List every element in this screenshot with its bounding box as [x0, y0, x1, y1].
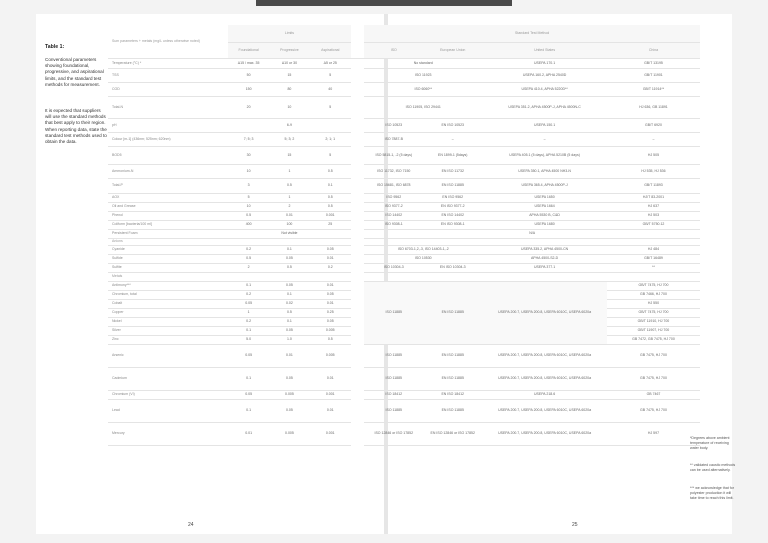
table-row — [108, 211, 700, 220]
limit-aspirational — [310, 272, 351, 281]
limit-aspirational: 0.001 — [310, 390, 351, 399]
method-iso: ISO 18412 — [364, 390, 423, 399]
limit-progressive: 0.5 — [269, 308, 310, 317]
method-china: HJ 597 — [607, 422, 700, 445]
method-iso: ISO 11732, ISO 7150 — [364, 164, 423, 178]
method-china: GB/T 11914** — [607, 82, 700, 96]
method-us: USEPA 1650 — [482, 193, 607, 202]
limit-aspirational: 0.001 — [310, 211, 351, 220]
limit-progressive — [269, 272, 310, 281]
limit-aspirational: 0.5 — [310, 164, 351, 178]
method-eu — [423, 238, 482, 245]
method-eu: EN ISO 9377-2 — [423, 202, 482, 211]
limit-progressive — [269, 238, 310, 245]
col-foundational: Foundational — [228, 42, 269, 58]
footnote-temperature: *Degrees above ambient temperature of receiving water body. — [690, 436, 730, 450]
limit-aspirational: 0.005 — [310, 344, 351, 367]
limit-aspirational: 0.01 — [310, 281, 351, 290]
method-eu: EN ISO 11732 — [423, 164, 482, 178]
method-china: HJ 505 — [607, 146, 700, 164]
limit-foundational: 2 — [228, 263, 269, 272]
method-us: USEPA 1664 — [482, 202, 607, 211]
param-name: Colour [m-1] (436nm; 525nm; 620nm) — [108, 132, 228, 146]
method-china: HJ 550 — [607, 299, 700, 308]
param-name: Oil and Grease — [108, 202, 228, 211]
table-row — [108, 367, 700, 390]
limit-foundational: 400 — [228, 220, 269, 229]
table-row — [108, 422, 700, 445]
limit-aspirational: 0.01 — [310, 254, 351, 263]
footnote-caustic-methods: ** validated caustic methods can be used alternatively. — [690, 463, 736, 472]
method-us — [482, 238, 607, 245]
table-row — [108, 132, 700, 146]
page-number-right: 25 — [572, 522, 578, 528]
col-us: United States — [482, 42, 607, 58]
method-china: HJ 535, HJ 536 — [607, 164, 700, 178]
method-china: GB 7475, HJ 700 — [607, 344, 700, 367]
limit-foundational — [228, 272, 269, 281]
methods-group-header: Standard Test Method — [364, 25, 700, 42]
param-name: Cyanide — [108, 245, 228, 254]
method-china: HJ 636, GB 11891 — [607, 96, 700, 118]
limit-foundational: 10 — [228, 164, 269, 178]
param-name: Cadmium — [108, 367, 228, 390]
method-china: GB/T 7475, HJ 700 — [607, 308, 700, 317]
table-row — [108, 202, 700, 211]
method-eu: EN ISO 11885 — [423, 399, 482, 422]
param-name: Sulfite — [108, 263, 228, 272]
method-us: USEPA 150.1 — [482, 118, 607, 132]
method-eu: EN ISO 11885 — [423, 344, 482, 367]
limit-aspirational: 5 — [310, 96, 351, 118]
method-iso: ISO 9308-1 — [364, 220, 423, 229]
method-china: ** — [607, 263, 700, 272]
limit-value-merged: Not visible — [228, 229, 350, 238]
table-row — [108, 238, 700, 245]
limit-aspirational: 40 — [310, 82, 351, 96]
method-us: USEPA 200.7, USEPA 200.8, USEPA 6010C, USEPA 6020a — [482, 367, 607, 390]
table-caption-instructions: It is expected that suppliers will use the standard methods that best apply to their region. When reporting data, state the standard test methods used to obtain the data. — [45, 108, 107, 145]
param-name: Mercury — [108, 422, 228, 445]
limit-foundational: 3 — [228, 178, 269, 193]
limit-progressive: 15 — [269, 146, 310, 164]
limit-progressive: 0.05 — [269, 281, 310, 290]
method-china: GB 7475, HJ 700 — [607, 367, 700, 390]
limit-aspirational: 0.05 — [310, 290, 351, 299]
limit-foundational: 150 — [228, 82, 269, 96]
table-row — [108, 344, 700, 367]
limit-aspirational — [310, 238, 351, 245]
limit-aspirational: 0.01 — [310, 299, 351, 308]
method-iso: ISO 11885 — [364, 281, 423, 344]
method-us: USEPA 200.7, USEPA 200.8, USEPA 6010C, USEPA 6020a — [482, 399, 607, 422]
method-eu: EN ISO 11885 — [423, 281, 482, 344]
param-name: Phenol — [108, 211, 228, 220]
parameters-table — [108, 25, 700, 446]
method-us: USEPA 351.2, APHA 4500P-J, APHA 4500N-C — [482, 96, 607, 118]
limit-aspirational: 0.5 — [310, 193, 351, 202]
method-us: – — [482, 132, 607, 146]
limit-progressive: 0.01 — [269, 344, 310, 367]
method-china — [607, 238, 700, 245]
method-china: GB 7467 — [607, 390, 700, 399]
param-name: Cobalt — [108, 299, 228, 308]
limit-foundational: 0.1 — [228, 367, 269, 390]
method-iso — [364, 272, 423, 281]
limit-foundational: 5 — [228, 193, 269, 202]
method-china: GB/T 11910, HJ 700 — [607, 317, 700, 326]
method-us: USEPA 405.1 (5 days), APHA 5210B (5 days) — [482, 146, 607, 164]
limit-progressive: 80 — [269, 82, 310, 96]
param-name: TSS — [108, 68, 228, 82]
limit-foundational: 30 — [228, 146, 269, 164]
method-iso: ISO 9377-2 — [364, 202, 423, 211]
method-china: HJ 484 — [607, 245, 700, 254]
method-eu: EN ISO 12846 or ISO 17852 — [423, 422, 482, 445]
col-iso: ISO — [364, 42, 423, 58]
limit-aspirational: Δ5 or 25 — [310, 58, 351, 68]
method-china: GB/T 6920 — [607, 118, 700, 132]
method-us: USEPA 160.2, APHA 2540D — [482, 68, 607, 82]
param-name: Nickel — [108, 317, 228, 326]
limit-progressive: 15 — [269, 68, 310, 82]
limit-foundational: 50 — [228, 68, 269, 82]
param-name: Copper — [108, 308, 228, 317]
table-row — [108, 193, 700, 202]
limits-group-header: Limits — [228, 25, 350, 42]
method-iso-eu: ISO 11905, ISO 29441 — [364, 96, 482, 118]
param-name: Persistent Foam — [108, 229, 228, 238]
method-iso: ISO 10304-3 — [364, 263, 423, 272]
limit-progressive: 0.1 — [269, 317, 310, 326]
table-caption-description: Conventional parameters showing foundational, progressive, and aspirational limits, and the standard test methods for measurement. — [45, 57, 104, 87]
method-us — [482, 272, 607, 281]
limit-foundational: 0.05 — [228, 344, 269, 367]
table-row — [108, 220, 700, 229]
param-name: Anions — [108, 238, 228, 245]
param-name: Coliform [bacteria/100 ml] — [108, 220, 228, 229]
method-iso-eu: ISO 6060** — [364, 82, 482, 96]
param-name: Lead — [108, 399, 228, 422]
limit-foundational: 0.05 — [228, 390, 269, 399]
method-eu: EN ISO 11885 — [423, 178, 482, 193]
col-china: China — [607, 42, 700, 58]
page-number-left: 24 — [188, 522, 194, 528]
limit-progressive: 0.005 — [269, 390, 310, 399]
col-aspirational: Aspirational — [310, 42, 351, 58]
limit-foundational: 0.1 — [228, 399, 269, 422]
limit-progressive: 0.05 — [269, 399, 310, 422]
method-us: USEPA 200.7, USEPA 200.8, USEPA 6010C, USEPA 6020a — [482, 281, 607, 344]
param-name: BOD5 — [108, 146, 228, 164]
param-name: Total-N — [108, 96, 228, 118]
param-name: Chromium (VI) — [108, 390, 228, 399]
limit-progressive: 0.05 — [269, 367, 310, 390]
param-name: Antimony*** — [108, 281, 228, 290]
limit-aspirational: 0.001 — [310, 422, 351, 445]
method-eu: – — [423, 132, 482, 146]
method-eu: EN ISO 18412 — [423, 390, 482, 399]
limit-aspirational: 0.1 — [310, 178, 351, 193]
method-iso: ISO 15681, ISO 6878 — [364, 178, 423, 193]
method-us: USEPA 377.1 — [482, 263, 607, 272]
limit-progressive: 0.02 — [269, 299, 310, 308]
limit-foundational: 0.01 — [228, 422, 269, 445]
method-china: GB/T 16489 — [607, 254, 700, 263]
limit-aspirational: 0.5 — [310, 202, 351, 211]
limit-foundational: 0.05 — [228, 299, 269, 308]
top-scroll-indicator — [256, 0, 512, 6]
method-iso — [364, 238, 423, 245]
table-row — [108, 254, 700, 263]
method-us: APHA 5530 B, C&D — [482, 211, 607, 220]
limit-foundational: 0.1 — [228, 281, 269, 290]
limit-aspirational: 0.5 — [310, 335, 351, 344]
limit-foundational: 5.0 — [228, 335, 269, 344]
limit-foundational: 7; 5; 3 — [228, 132, 269, 146]
method-us: APHA 4500-S2-D — [482, 254, 607, 263]
limit-aspirational: 5 — [310, 68, 351, 82]
method-china: GB/T 11893 — [607, 178, 700, 193]
method-china: GB 7472, GB 7475, HJ 700 — [607, 335, 700, 344]
limit-aspirational: 0.05 — [310, 317, 351, 326]
table-row — [108, 118, 700, 132]
method-us: USEPA 365.4, APHA 4500P-J — [482, 178, 607, 193]
limit-progressive: 0.01 — [269, 211, 310, 220]
limit-foundational: 0.1 — [228, 326, 269, 335]
method-iso-eu: ISO 11923 — [364, 68, 482, 82]
param-name: Chromium, total — [108, 290, 228, 299]
param-name: Zinc — [108, 335, 228, 344]
method-iso: ISO 10523 — [364, 118, 423, 132]
footnote-polyester: *** we acknowledge that for polyester production it will take time to reach this limit. — [690, 486, 734, 500]
limit-progressive: 100 — [269, 220, 310, 229]
limit-progressive: 0.05 — [269, 326, 310, 335]
method-china: HJ/T 83-2001 — [607, 193, 700, 202]
method-iso-eu: ISO 6703-1,2,-3, ISO 14403-1,-2 — [364, 245, 482, 254]
limit-progressive: 0.1 — [269, 290, 310, 299]
param-name: Arsenic — [108, 344, 228, 367]
limit-foundational: 0.2 — [228, 317, 269, 326]
limit-aspirational: 0.25 — [310, 308, 351, 317]
limit-foundational: 1 — [228, 308, 269, 317]
limit-progressive: 1 — [269, 193, 310, 202]
limit-aspirational: 2; 1; 1 — [310, 132, 351, 146]
method-eu: EN ISO 11885 — [423, 367, 482, 390]
limit-aspirational: 0.2 — [310, 263, 351, 272]
method-us: USEPA 335.2, APHA 4500-CN — [482, 245, 607, 254]
table-row — [108, 146, 700, 164]
method-china: GB/T 13195 — [607, 58, 700, 68]
table-row — [108, 272, 700, 281]
param-name: Metals — [108, 272, 228, 281]
method-eu: EN ISO 10304-3 — [423, 263, 482, 272]
method-china: GB/T 11907, HJ 700 — [607, 326, 700, 335]
limit-aspirational: 0.01 — [310, 367, 351, 390]
limit-foundational: 0.2 — [228, 290, 269, 299]
method-china: GB/T 7475, HJ 700 — [607, 281, 700, 290]
method-iso-eu: No standard — [364, 58, 482, 68]
method-iso: ISO 9562 — [364, 193, 423, 202]
method-eu: EN ISO 9562 — [423, 193, 482, 202]
method-iso: ISO 11885 — [364, 367, 423, 390]
limit-value-merged: 6-9 — [228, 118, 350, 132]
method-china: – — [607, 132, 700, 146]
limit-progressive: 0.1 — [269, 245, 310, 254]
limit-aspirational: 25 — [310, 220, 351, 229]
table-row — [108, 245, 700, 254]
table-row — [108, 399, 700, 422]
table-row — [108, 281, 700, 290]
method-us: USEPA 350.1, APHA 4500 NH3-N — [482, 164, 607, 178]
method-iso: ISO 7887-B — [364, 132, 423, 146]
limit-progressive: 1 — [269, 164, 310, 178]
method-merged: N/A — [364, 229, 700, 238]
table-row — [108, 263, 700, 272]
param-name: COD — [108, 82, 228, 96]
table-row — [108, 229, 700, 238]
method-us: USEPA 200.7, USEPA 200.8, USEPA 6010C, USEPA 6020a — [482, 344, 607, 367]
table-row — [108, 68, 700, 82]
limit-foundational — [228, 238, 269, 245]
limit-aspirational: 0.05 — [310, 245, 351, 254]
table-caption-title: Table 1: — [45, 44, 65, 50]
param-name: Ammonium-N — [108, 164, 228, 178]
method-us: USEPA 218.6 — [482, 390, 607, 399]
method-iso: ISO 11885 — [364, 344, 423, 367]
method-eu: EN ISO 9308-1 — [423, 220, 482, 229]
param-name: Silver — [108, 326, 228, 335]
method-iso: ISO 14402 — [364, 211, 423, 220]
limit-progressive: 0.5 — [269, 178, 310, 193]
table-row — [108, 178, 700, 193]
param-name: Sulfide — [108, 254, 228, 263]
param-name: Total-P — [108, 178, 228, 193]
method-us: USEPA 410.4, APHA 5220D** — [482, 82, 607, 96]
method-iso-eu: ISO 10530 — [364, 254, 482, 263]
limit-foundational: 20 — [228, 96, 269, 118]
limit-progressive: 0.5 — [269, 263, 310, 272]
method-us: USEPA 1680 — [482, 220, 607, 229]
limit-progressive: 1.0 — [269, 335, 310, 344]
limit-progressive: 2 — [269, 202, 310, 211]
param-header: Sum parameters + metals (mg/L unless otherwise noted) — [108, 25, 228, 58]
method-eu: EN 1899-1 (5days) — [423, 146, 482, 164]
method-eu — [423, 272, 482, 281]
table-row — [108, 390, 700, 399]
param-name: AOX — [108, 193, 228, 202]
table-row — [108, 96, 700, 118]
col-progressive: Progressive — [269, 42, 310, 58]
limit-aspirational: 0.005 — [310, 326, 351, 335]
method-eu: EN ISO 10523 — [423, 118, 482, 132]
method-china — [607, 272, 700, 281]
col-eu: European Union — [423, 42, 482, 58]
limit-foundational: 0.5 — [228, 254, 269, 263]
limit-foundational: Δ15 / max. 35 — [228, 58, 269, 68]
limit-progressive: 5; 3; 2 — [269, 132, 310, 146]
limit-aspirational: 5 — [310, 146, 351, 164]
limit-progressive: 10 — [269, 96, 310, 118]
method-iso: ISO 12846 or ISO 17852 — [364, 422, 423, 445]
table-row — [108, 58, 700, 68]
limit-foundational: 0.5 — [228, 211, 269, 220]
method-iso: ISO 11885 — [364, 399, 423, 422]
method-china: GB 7475, HJ 700 — [607, 399, 700, 422]
limit-foundational: 0.2 — [228, 245, 269, 254]
method-china: HJ 503 — [607, 211, 700, 220]
table-row — [108, 82, 700, 96]
limit-progressive: 0.05 — [269, 254, 310, 263]
method-china: GB/T 5750.12 — [607, 220, 700, 229]
limit-progressive: Δ10 or 30 — [269, 58, 310, 68]
table-row — [108, 164, 700, 178]
limit-aspirational: 0.01 — [310, 399, 351, 422]
limit-progressive: 0.005 — [269, 422, 310, 445]
method-china: GB/T 11901 — [607, 68, 700, 82]
method-iso: ISO 5815-1, -2 (5 days) — [364, 146, 423, 164]
method-eu: EN ISO 14402 — [423, 211, 482, 220]
method-china: GB 7466, HJ 700 — [607, 290, 700, 299]
method-china: HJ 637 — [607, 202, 700, 211]
param-name: pH — [108, 118, 228, 132]
limit-foundational: 10 — [228, 202, 269, 211]
method-us: USEPA 200.7, USEPA 200.8, USEPA 6010C, USEPA 6020a — [482, 422, 607, 445]
param-name: Temperature (°C) * — [108, 58, 228, 68]
method-us: USEPA 170.1 — [482, 58, 607, 68]
